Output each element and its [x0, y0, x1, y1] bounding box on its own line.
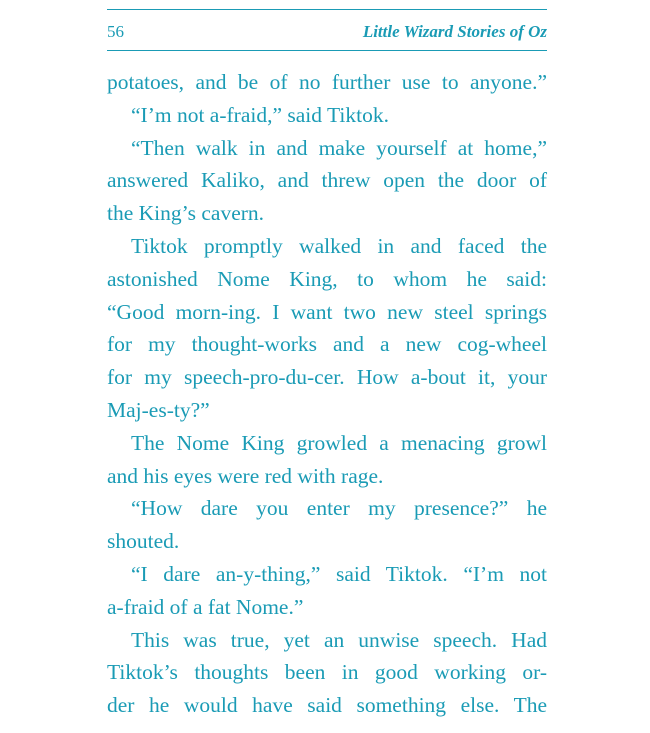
- text-line: Tiktok promptly walked in and faced the: [131, 233, 547, 258]
- text-line: This was true, yet an unwise speech. Had: [131, 627, 547, 652]
- text-line: der he would have said something else. The: [107, 693, 547, 718]
- text-line: for my thought-works and a new cog-wheel: [107, 332, 547, 357]
- text-line: “How dare you enter my presence?” he: [131, 496, 547, 521]
- body-text: [107, 66, 547, 722]
- header-bottom-rule: [107, 50, 547, 51]
- text-line: “I’m not a-fraid,” said Tiktok.: [131, 102, 389, 127]
- book-page: [107, 0, 547, 733]
- text-line: Tiktok’s thoughts been in good working or-: [107, 660, 547, 685]
- text-line: shouted.: [107, 529, 180, 554]
- text-line: answered Kaliko, and threw open the door of: [107, 168, 547, 193]
- text-line: potatoes, and be of no further use to anyone.”: [107, 70, 547, 94]
- header-top-rule: [107, 9, 547, 10]
- text-line: astonished Nome King, to whom he said:: [107, 266, 547, 291]
- text-line: and his eyes were red with rage.: [107, 463, 384, 488]
- text-line: “Good morn-ing. I want two new steel springs: [107, 299, 547, 324]
- text-line: “I dare an-y-thing,” said Tiktok. “I’m not: [131, 561, 547, 586]
- running-head: [107, 19, 547, 45]
- page-number: 56: [107, 22, 124, 41]
- text-line: for my speech-pro-du-cer. How a-bout it, your: [107, 365, 547, 390]
- book-title: Little Wizard Stories of Oz: [362, 22, 547, 41]
- text-line: Maj-es-ty?”: [107, 397, 210, 422]
- text-line: The Nome King growled a menacing growl: [131, 430, 547, 455]
- text-line: “Then walk in and make yourself at home,”: [131, 135, 547, 160]
- text-line: the King’s cavern.: [107, 201, 265, 226]
- text-line: a-fraid of a fat Nome.”: [107, 594, 304, 619]
